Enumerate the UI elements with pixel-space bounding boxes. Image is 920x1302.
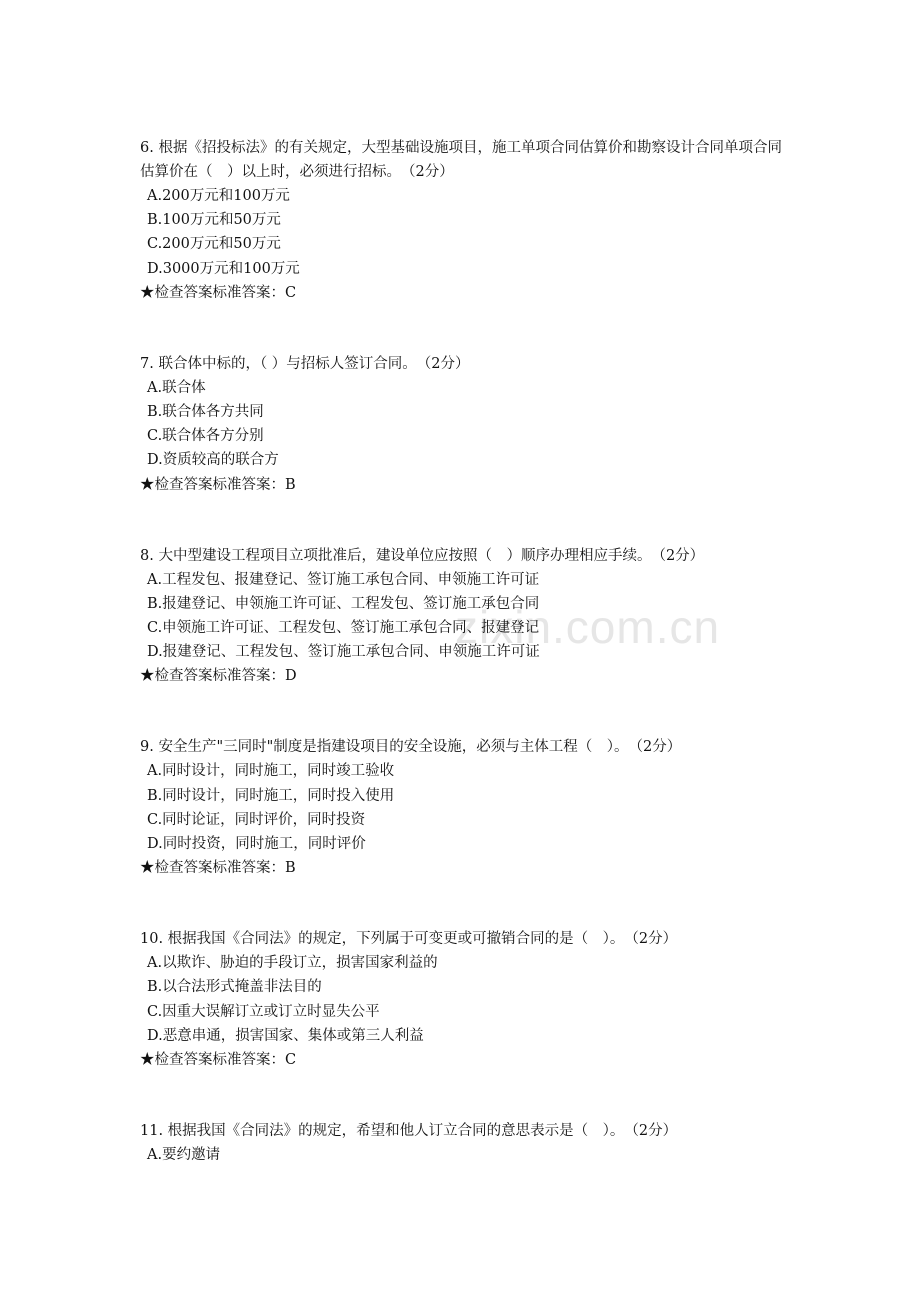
- option-a: A.联合体: [147, 379, 206, 396]
- option-b: B.报建登记、申领施工许可证、工程发包、签订施工承包合同: [147, 595, 540, 612]
- option-a: A.要约邀请: [147, 1147, 221, 1164]
- question-11: [140, 1119, 790, 1167]
- option-d: D.3000万元和100万元: [147, 260, 300, 277]
- answer-line: ★检查答案标准答案：B: [140, 860, 296, 877]
- question-text: 11. 根据我国《合同法》的规定，希望和他人订立合同的意思表示是（ ）。 （2分）: [140, 1123, 678, 1140]
- option-c: C.因重大误解订立或订立时显失公平: [147, 1003, 380, 1020]
- option-d: D.同时投资，同时施工，同时评价: [147, 836, 366, 853]
- question-list: [140, 136, 790, 1214]
- option-c: C.同时论证，同时评价，同时投资: [147, 811, 366, 828]
- watermark: zixin.com.cn: [455, 601, 721, 653]
- question-8: [140, 544, 790, 689]
- question-7: [140, 352, 790, 497]
- option-d: D.资质较高的联合方: [147, 452, 279, 469]
- option-b: B.同时设计，同时施工，同时投入使用: [147, 787, 395, 804]
- option-b: B.联合体各方共同: [147, 404, 264, 421]
- option-a: A.200万元和100万元: [147, 188, 290, 204]
- option-b: B.100万元和50万元: [147, 212, 281, 229]
- question-6: [140, 136, 790, 305]
- option-c: C.200万元和50万元: [147, 236, 281, 253]
- option-c: C.联合体各方分别: [147, 428, 264, 445]
- option-d: D.恶意串通，损害国家、集体或第三人利益: [147, 1027, 424, 1044]
- question-10: [140, 927, 790, 1072]
- option-b: B.以合法形式掩盖非法目的: [147, 979, 322, 996]
- option-a: A.同时设计，同时施工，同时竣工验收: [147, 763, 395, 780]
- answer-line: ★检查答案标准答案：C: [140, 284, 297, 301]
- answer-line: ★检查答案标准答案：D: [140, 668, 297, 685]
- question-text: 7. 联合体中标的，（ ）与招标人签订合同。 （2分）: [140, 355, 470, 372]
- question-text: 9. 安全生产"三同时"制度是指建设项目的安全设施，必须与主体工程（ ）。 （2分）: [140, 739, 682, 756]
- question-text: 6. 根据《招投标法》的有关规定，大型基础设施项目，施工单项合同估算价和勘察设计合同单项合同估算价在（ ）以上时，必须进行招标。 （2分）: [140, 140, 782, 180]
- answer-line: ★检查答案标准答案：B: [140, 476, 296, 493]
- question-text: 10. 根据我国《合同法》的规定，下列属于可变更或可撤销合同的是（ ）。 （2分）: [140, 931, 678, 948]
- option-a: A.以欺诈、胁迫的手段订立，损害国家利益的: [147, 955, 438, 972]
- question-text: 8. 大中型建设工程项目立项批准后，建设单位应按照（ ）顺序办理相应手续。 （2分）: [140, 547, 705, 564]
- option-c: C.申领施工许可证、工程发包、签订施工承包合同、报建登记: [147, 620, 540, 637]
- answer-line: ★检查答案标准答案：C: [140, 1052, 297, 1069]
- option-d: D.报建登记、工程发包、签订施工承包合同、申领施工许可证: [147, 644, 540, 661]
- option-a: A.工程发包、报建登记、签订施工承包合同、申领施工许可证: [147, 571, 540, 588]
- question-9: [140, 735, 790, 880]
